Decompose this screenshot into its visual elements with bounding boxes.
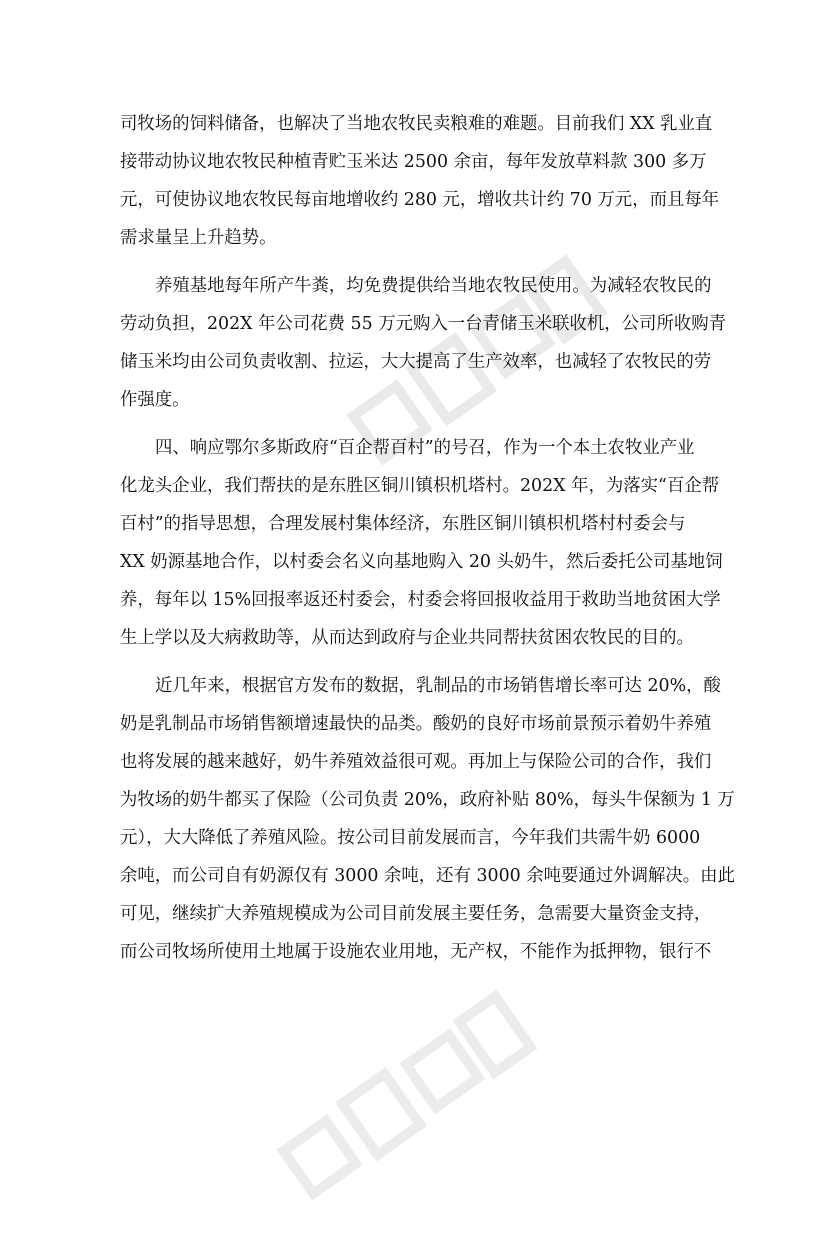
text-line: 奶是乳制品市场销售额增速最快的品类。酸奶的良好市场前景预示着奶牛养殖	[120, 714, 712, 734]
text-line: 元），大大降低了养殖风险。按公司目前发展而言，今年我们共需牛奶 6000	[120, 828, 701, 848]
document-body	[120, 105, 735, 971]
text-line: 劳动负担，202X 年公司花费 55 万元购入一台青储玉米联收机，公司所收购青	[120, 314, 727, 334]
text-line: 四、响应鄂尔多斯政府“百企帮百村”的号召，作为一个本土农牧业产业	[155, 438, 695, 458]
watermark-glyph	[342, 1074, 420, 1155]
watermark-glyph	[283, 1121, 355, 1193]
watermark-logo	[247, 962, 573, 1248]
text-line: 司牧场的饲料储备，也解决了当地农牧民卖粮难的难题。目前我们 XX 乳业直	[120, 114, 713, 134]
paragraph-2	[120, 267, 727, 419]
watermark-glyph	[406, 1035, 478, 1107]
text-line: 百村”的指导思想，合理发展村集体经济，东胜区铜川镇枳机塔村村委会与	[120, 514, 686, 534]
text-line: 为牧场的奶牛都买了保险（公司负责 20%，政府补贴 80%，每头牛保额为 1 万	[120, 790, 735, 810]
watermark-glyph	[459, 997, 531, 1073]
text-line: 而公司牧场所使用土地属于设施农业用地，无产权，不能作为抵押物，银行不	[120, 942, 712, 962]
text-line: 养，每年以 15%回报率返还村委会，村委会将回报收益用于救助当地贫困大学	[120, 590, 721, 610]
paragraph-3	[120, 429, 723, 657]
text-line: 储玉米均由公司负责收割、拉运，大大提高了生产效率，也减轻了农牧民的劳	[120, 352, 712, 372]
text-line: 接带动协议地农牧民种植青贮玉米达 2500 余亩，每年发放草料款 300 多万	[120, 152, 707, 172]
text-line: 化龙头企业，我们帮扶的是东胜区铜川镇枳机塔村。202X 年，为落实“百企帮	[120, 476, 720, 496]
text-line: 近几年来，根据官方发布的数据，乳制品的市场销售增长率可达 20%，酸	[155, 676, 721, 696]
text-line: 元，可使协议地农牧民每亩地增收约 280 元，增收共计约 70 万元，而且每年	[120, 190, 720, 210]
text-line: 可见，继续扩大养殖规模成为公司目前发展主要任务，急需要大量资金支持，	[120, 904, 712, 924]
paragraph-gap	[120, 257, 694, 267]
text-line: 余吨，而公司自有奶源仅有 3000 余吨，还有 3000 余吨要通过外调解决。由此	[120, 866, 735, 886]
text-line: 也将发展的越来越好，奶牛养殖效益很可观。再加上与保险公司的合作，我们	[120, 752, 712, 772]
text-line: 作强度。	[120, 390, 190, 410]
paragraph-1	[120, 105, 720, 257]
text-line: 生上学以及大病救助等，从而达到政府与企业共同帮扶贫困农牧民的目的。	[120, 628, 694, 648]
paragraph-4	[120, 667, 735, 971]
paragraph-gap	[120, 419, 694, 429]
text-line: 需求量呈上升趋势。	[120, 228, 277, 248]
text-line: 养殖基地每年所产牛粪，均免费提供给当地农牧民使用。为减轻农牧民的	[155, 276, 712, 296]
paragraph-gap	[120, 657, 694, 667]
text-line: XX 奶源基地合作，以村委会名义向基地购入 20 头奶牛，然后委托公司基地饲	[120, 552, 723, 572]
